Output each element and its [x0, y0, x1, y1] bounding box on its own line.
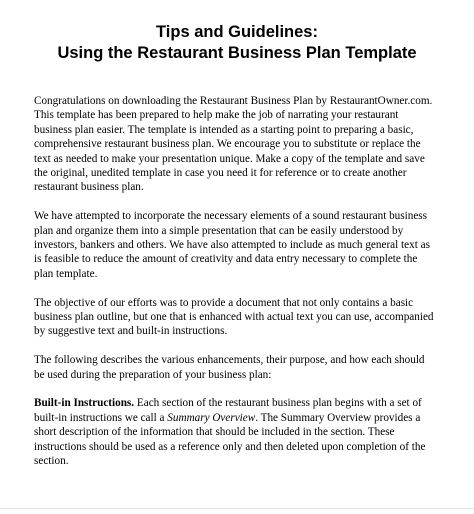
text-line: investors, bankers and others. We have also attempted to include as much general text as: [34, 239, 430, 252]
summary-overview-term: Summary Overview: [167, 411, 256, 424]
text-line: plan and organize them into a simple presentation that can be easily understood by: [34, 224, 404, 237]
text-line: [34, 396, 454, 410]
document-title: [0, 22, 474, 64]
text-line: short description of the information that should be included in the section. These: [34, 426, 395, 439]
text-run: built-in instructions we call a: [34, 411, 168, 424]
paragraph-intro: [34, 94, 454, 195]
text-line: text as needed to make your presentation unique. Make a copy of the template and save: [34, 152, 425, 165]
built-in-instructions-heading: Built-in Instructions.: [34, 397, 135, 410]
text-line: the original, unedited template in case you need it for reference or to create another: [34, 167, 407, 180]
text-line: plan template.: [34, 267, 98, 280]
text-line: The objective of our efforts was to provide a document that not only contains a basic: [34, 296, 414, 309]
text-line: This template has been prepared to help make the job of narrating your restaurant: [34, 109, 399, 122]
paragraph-elements: [34, 209, 454, 281]
text-line: restaurant business plan.: [34, 181, 144, 194]
paragraph-enhancements: [34, 353, 454, 382]
text-line: Congratulations on downloading the Restaurant Business Plan by RestaurantOwner.com.: [34, 95, 433, 107]
text-line: business plan easier. The template is intended as a starting point to preparing a basic,: [34, 123, 414, 136]
title-line-1: Tips and Guidelines:: [156, 23, 318, 41]
text-line: by suggestive text and built-in instructions.: [34, 325, 228, 338]
text-line: We have attempted to incorporate the necessary elements of a sound restaurant business: [34, 210, 428, 223]
title-line-2: Using the Restaurant Business Plan Template: [57, 44, 417, 62]
text-line: The following describes the various enhancements, their purpose, and how each should: [34, 354, 425, 367]
text-run: Each section of the restaurant business plan begins with a set of: [134, 397, 422, 410]
text-line: instructions should be used as a reference only and then deleted upon completion of the: [34, 440, 426, 453]
text-line: [34, 411, 454, 425]
paragraph-objective: [34, 296, 454, 339]
text-line: is feasible to reduce the amount of creativity and data entry necessary to complete the: [34, 253, 418, 266]
text-line: section.: [34, 455, 69, 468]
document-body: [34, 94, 454, 483]
text-line: business plan outline, but one that is enhanced with actual text you can use, accompanied: [34, 311, 434, 324]
paragraph-built-in-instructions: [34, 396, 454, 468]
text-line: comprehensive restaurant business plan. We encourage you to substitute or replace the: [34, 138, 421, 151]
page-bottom-edge: [0, 508, 474, 509]
text-line: be used during the preparation of your business plan:: [34, 368, 272, 381]
text-run: . The Summary Overview provides a: [255, 411, 421, 424]
